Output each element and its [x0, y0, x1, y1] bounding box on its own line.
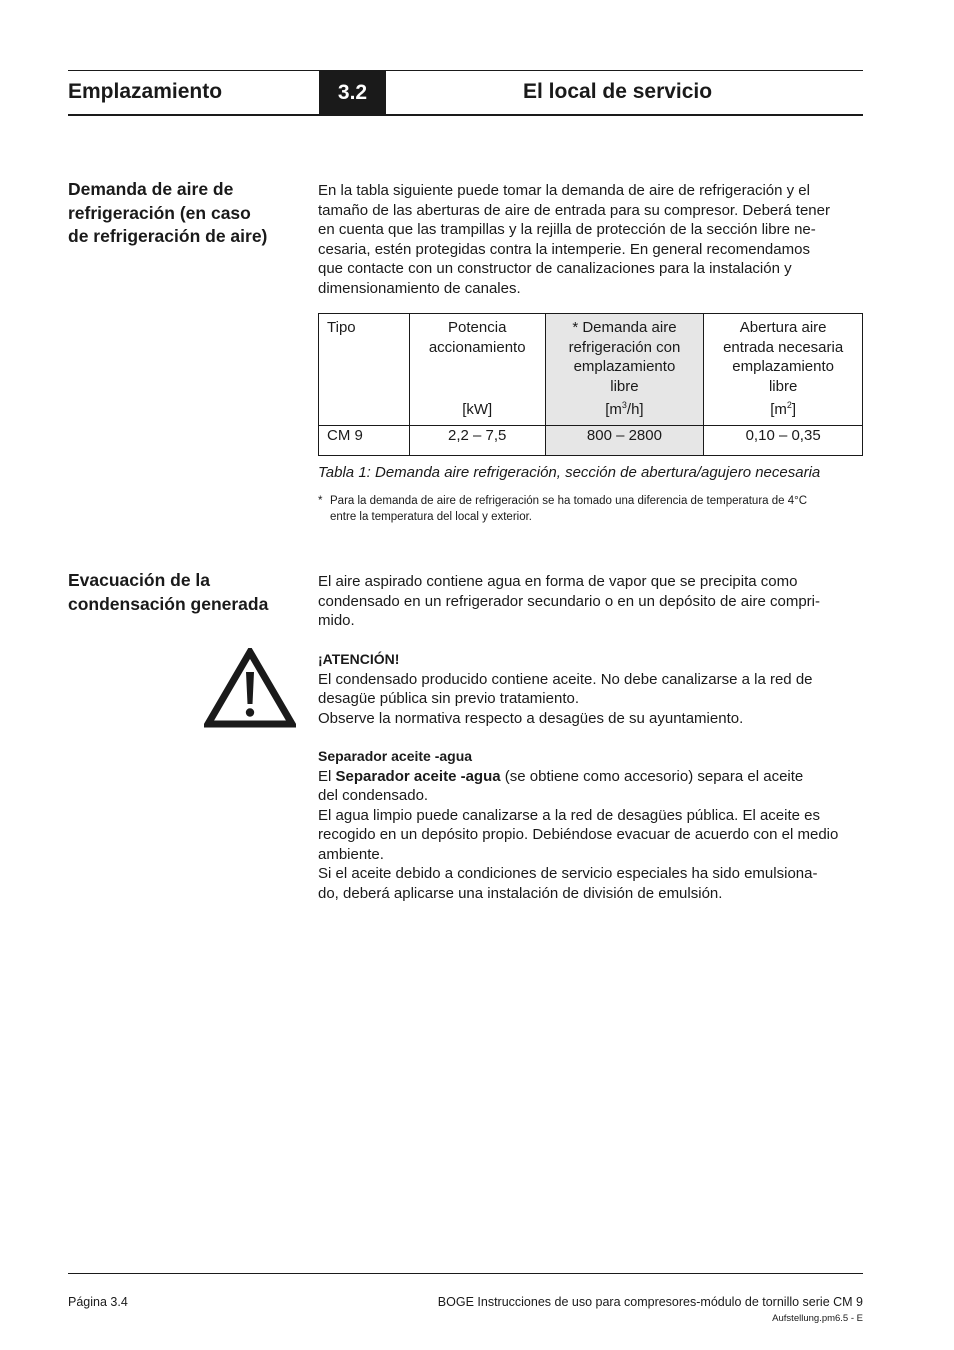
header-label: libre — [610, 377, 639, 395]
text-line: cesaria, estén protegidas contra la intemperie. En general recomendamos — [318, 240, 810, 258]
separator-block — [318, 747, 866, 903]
table-row — [319, 426, 863, 456]
header-top-rule — [68, 70, 863, 71]
heading-line: de refrigeración de aire) — [68, 226, 268, 246]
header-label: Tipo — [327, 319, 356, 336]
cooling-air-paragraph — [318, 181, 866, 298]
section-title: El local de servicio — [523, 80, 713, 103]
header-cell-air-demand — [545, 314, 704, 426]
header-label: accionamiento — [428, 338, 526, 356]
text-line: condensado en un refrigerador secundario o en un depósito de aire compri- — [318, 592, 820, 610]
text-line: El aire aspirado contiene agua en forma de vapor que se precipita como — [318, 573, 798, 590]
footnote-line: Para la demanda de aire de refrigeración se ha tomado una diferencia de temperatura de 4°C — [330, 495, 808, 507]
table-cell: 800 – 2800 — [545, 426, 704, 456]
text-line: que contacte con un constructor de canalizaciones para la instalación y — [318, 260, 792, 277]
heading-line: Demanda de aire de — [68, 179, 234, 199]
condensate-heading — [68, 569, 303, 616]
footer-rule — [68, 1273, 863, 1274]
text-line: mido. — [318, 612, 355, 629]
text-line: El condensado producido contiene aceite. No debe canalizarse a la red de — [318, 670, 813, 688]
heading-line: refrigeración (en caso — [68, 202, 251, 223]
header-label: * Demanda aire — [572, 319, 677, 336]
text-line: dimensionamiento de canales. — [318, 279, 521, 297]
text-line: Observe la normativa respecto a desagües de su ayuntamiento. — [318, 709, 744, 727]
text-line: tamaño de las aberturas de aire de entrada para su compresor. Deberá tener — [318, 201, 830, 219]
heading-line: condensación generada — [68, 593, 269, 614]
header-unit: $[m^2]$ — [770, 400, 797, 418]
text-line: El Separador aceite -agua (se obtiene como accesorio) separa el aceite — [318, 767, 804, 785]
header-label: emplazamiento — [573, 358, 676, 375]
header-unit: $[m^3/h]$ — [605, 400, 644, 418]
text-line: en cuenta que las trampillas y la rejilla de protección de la sección libre ne- — [318, 221, 816, 238]
document-title: BOGE Instrucciones de uso para compresores-módulo de tornillo serie CM 9 — [437, 1295, 863, 1309]
section-number-badge: 3.2 — [319, 70, 386, 116]
header-cell-opening — [704, 314, 863, 426]
text-line: El agua limpio puede canalizarse a la red de desagües pública. El aceite es — [318, 806, 820, 824]
heading-line: Evacuación de la — [68, 570, 211, 590]
text-line: En la tabla siguiente puede tomar la demanda de aire de refrigeración y el — [318, 182, 810, 199]
attention-block — [318, 650, 866, 728]
header-label: emplazamiento — [732, 358, 834, 375]
header-bottom-rule — [68, 114, 863, 116]
table-header-row — [319, 314, 863, 426]
table-cell: 0,10 – 0,35 — [704, 426, 863, 456]
attention-title: ¡ATENCIÓN! — [318, 651, 400, 667]
text-line: del condensado. — [318, 787, 429, 804]
footnote-line: entre la temperatura del local y exterior. — [330, 510, 532, 523]
page-number: Página 3.4 — [68, 1295, 128, 1309]
text-line: ambiente. — [318, 845, 384, 863]
separator-title: Separador aceite -agua — [318, 748, 473, 764]
text-line: do, deberá aplicarse una instalación de división de emulsión. — [318, 884, 723, 902]
header-label: entrada necesaria — [723, 338, 844, 356]
text-line: recogido en un depósito propio. Debiéndose evacuar de acuerdo con el medio — [318, 826, 839, 843]
chapter-title: Emplazamiento — [68, 80, 223, 103]
header-label: refrigeración con — [568, 338, 681, 356]
file-reference: Aufstellung.pm6.5 - E — [772, 1313, 863, 1324]
header-cell-type — [319, 314, 410, 426]
header-label: Abertura aire — [739, 319, 827, 336]
table-caption: Tabla 1: Demanda aire refrigeración, sección de abertura/agujero necesaria — [318, 464, 821, 481]
condensate-paragraph — [318, 572, 866, 631]
warning-triangle-icon — [204, 648, 296, 728]
header-unit: [kW] — [462, 401, 493, 418]
cooling-air-table — [318, 313, 863, 456]
table-cell: 2,2 – 7,5 — [409, 426, 545, 456]
header-label: Potencia — [448, 319, 507, 336]
header-cell-power — [409, 314, 545, 426]
table-footnote — [318, 494, 868, 525]
text-line: desagüe pública sin previo tratamiento. — [318, 690, 579, 707]
table-cell: CM 9 — [319, 426, 410, 456]
footnote-marker: * — [318, 495, 323, 507]
header-label: libre — [768, 377, 798, 395]
cooling-air-heading — [68, 178, 303, 249]
separator-bold-term: Separador aceite -agua — [335, 767, 501, 785]
text-line: Si el aceite debido a condiciones de servicio especiales ha sido emulsiona- — [318, 865, 818, 882]
